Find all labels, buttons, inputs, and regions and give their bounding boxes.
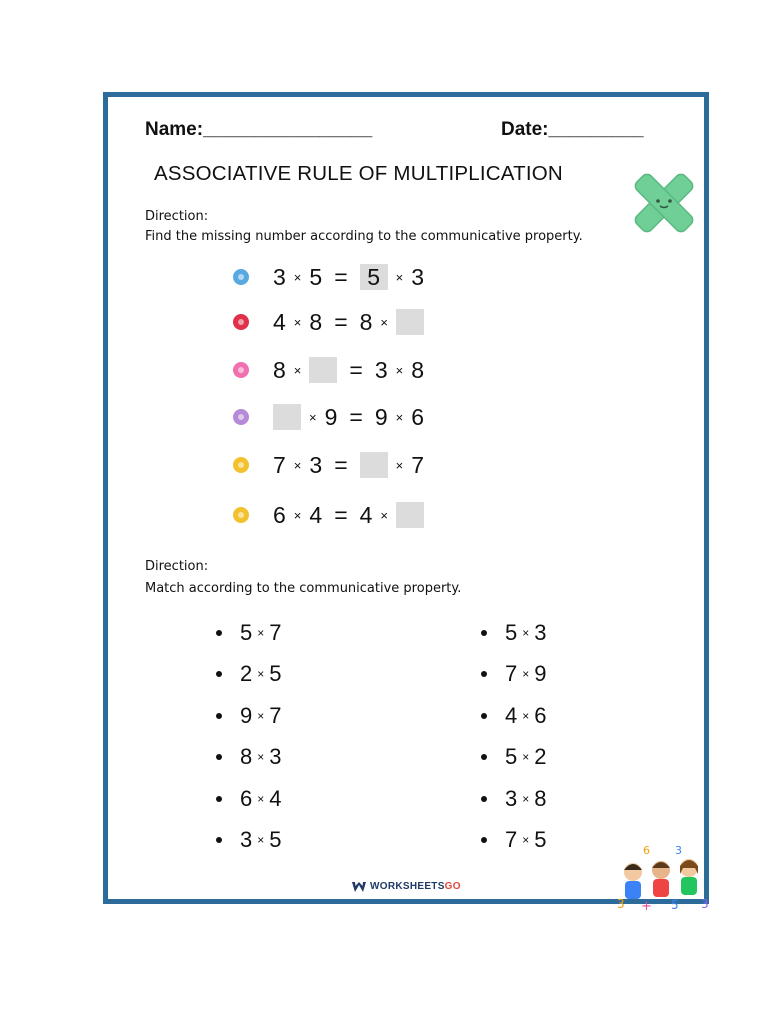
times-sign: ×: [257, 792, 265, 806]
equals-sign: =: [334, 308, 348, 335]
equation-term: 8: [273, 356, 286, 383]
equals-sign: =: [334, 263, 348, 290]
svg-text:+: +: [641, 899, 652, 912]
bullet-icon: [481, 713, 487, 719]
match-item-left[interactable]: [216, 827, 282, 853]
match-term: 6: [240, 786, 253, 811]
times-sign: ×: [395, 457, 404, 473]
times-sign: ×: [257, 750, 265, 764]
equation-term: 3: [309, 451, 323, 478]
svg-text:3: 3: [675, 844, 682, 857]
match-item-left[interactable]: [216, 703, 282, 729]
times-sign: ×: [395, 362, 404, 378]
equation-term: 5: [309, 263, 323, 290]
match-item-left[interactable]: [216, 661, 282, 687]
equals-sign: =: [334, 501, 348, 528]
times-sign: ×: [257, 833, 265, 847]
match-item-right[interactable]: [481, 786, 547, 812]
match-term: 3: [505, 786, 518, 811]
equation-term: 7: [411, 451, 425, 478]
svg-text:3: 3: [701, 897, 709, 911]
answer-box[interactable]: 5: [360, 264, 388, 290]
times-sign: ×: [293, 314, 302, 330]
multiply-x-icon: [628, 167, 700, 239]
match-term: 5: [240, 620, 253, 645]
equation-term: 6: [411, 403, 425, 430]
equation-term: 3: [411, 263, 425, 290]
bullet-icon: [216, 671, 222, 677]
equals-sign: =: [334, 451, 348, 478]
answer-box[interactable]: [396, 309, 424, 335]
bullet-icon: [481, 837, 487, 843]
bullet-icon: [481, 754, 487, 760]
worksheetsgo-logo: [352, 881, 461, 892]
equation-term: 3: [273, 263, 286, 290]
times-sign: ×: [293, 269, 302, 285]
times-sign: ×: [522, 750, 530, 764]
times-sign: ×: [380, 314, 389, 330]
match-term: 4: [269, 786, 282, 811]
direction-label-2: Direction:: [145, 559, 209, 574]
match-term: 5: [269, 661, 282, 686]
match-item-left[interactable]: [216, 620, 282, 646]
equation-row: [233, 500, 424, 530]
logo-text-main: WORKSHEETS: [370, 881, 445, 892]
number-badge-icon: [233, 507, 249, 523]
answer-box[interactable]: [396, 502, 424, 528]
bullet-icon: [216, 837, 222, 843]
bullet-icon: [216, 630, 222, 636]
match-item-left[interactable]: [216, 786, 282, 812]
equation-term: 8: [411, 356, 425, 383]
equation-row: [233, 307, 424, 337]
bullet-icon: [216, 713, 222, 719]
equation-term: 9: [374, 403, 388, 430]
logo-w-icon: [352, 882, 366, 892]
match-term: 5: [505, 744, 518, 769]
times-sign: ×: [522, 667, 530, 681]
worksheet: [103, 92, 709, 912]
instruction-1: Find the missing number according to the communicative property.: [145, 229, 583, 244]
number-badge-icon: [233, 314, 249, 330]
bullet-icon: [481, 630, 487, 636]
match-term: 2: [240, 661, 253, 686]
instruction-2: Match according to the communicative property.: [145, 581, 462, 596]
times-sign: ×: [293, 362, 302, 378]
match-term: 2: [534, 744, 547, 769]
match-term: 7: [269, 703, 282, 728]
match-term: 8: [240, 744, 253, 769]
times-sign: ×: [522, 833, 530, 847]
times-sign: ×: [293, 457, 302, 473]
equation-term: 4: [309, 501, 323, 528]
match-term: 9: [240, 703, 253, 728]
match-item-right[interactable]: [481, 703, 547, 729]
times-sign: ×: [522, 709, 530, 723]
equation-row: [233, 450, 424, 480]
svg-text:6: 6: [643, 844, 650, 857]
match-item-left[interactable]: [216, 744, 282, 770]
equation-term: 9: [324, 403, 338, 430]
bullet-icon: [481, 796, 487, 802]
number-badge-icon: [233, 362, 249, 378]
equals-sign: =: [349, 403, 363, 430]
equation-term: 4: [359, 501, 373, 528]
times-sign: ×: [257, 626, 265, 640]
times-sign: ×: [257, 667, 265, 681]
bullet-icon: [216, 754, 222, 760]
direction-label-1: Direction:: [145, 209, 209, 224]
times-sign: ×: [257, 709, 265, 723]
match-term: 8: [534, 786, 547, 811]
name-field-label: Name:________________: [145, 119, 373, 140]
equation-term: 8: [309, 308, 323, 335]
number-badge-icon: [233, 269, 249, 285]
bullet-icon: [481, 671, 487, 677]
page-title: ASSOCIATIVE RULE OF MULTIPLICATION: [154, 162, 563, 185]
times-sign: ×: [309, 409, 317, 425]
equation-row: [233, 262, 424, 292]
times-sign: ×: [293, 507, 302, 523]
logo-text-accent: GO: [444, 881, 461, 892]
kids-illustration-icon: [613, 842, 713, 912]
answer-box[interactable]: [273, 404, 301, 430]
times-sign: ×: [522, 626, 530, 640]
number-badge-icon: [233, 457, 249, 473]
equation-term: 4: [273, 308, 286, 335]
match-term: 5: [505, 620, 518, 645]
svg-text:3: 3: [617, 897, 625, 911]
match-term: 3: [240, 827, 253, 852]
answer-box[interactable]: [309, 357, 337, 383]
equation-term: 6: [273, 501, 286, 528]
match-item-right[interactable]: [481, 744, 547, 770]
equation-row: [233, 402, 424, 432]
number-badge-icon: [233, 409, 249, 425]
equals-sign: =: [349, 356, 363, 383]
svg-text:5: 5: [671, 898, 679, 912]
match-term: 3: [269, 744, 282, 769]
match-term: 5: [534, 827, 547, 852]
times-sign: ×: [395, 409, 404, 425]
times-sign: ×: [380, 507, 389, 523]
match-term: 7: [505, 661, 518, 686]
date-field-label: Date:_________: [501, 119, 644, 140]
equation-term: 8: [359, 308, 373, 335]
match-term: 9: [534, 661, 547, 686]
match-term: 5: [269, 827, 282, 852]
match-item-right[interactable]: [481, 827, 547, 853]
equation-term: 7: [273, 451, 286, 478]
equation-row: [233, 355, 424, 385]
match-term: 7: [269, 620, 282, 645]
times-sign: ×: [395, 269, 404, 285]
answer-box[interactable]: [360, 452, 388, 478]
match-term: 6: [534, 703, 547, 728]
match-term: 4: [505, 703, 518, 728]
match-item-right[interactable]: [481, 661, 547, 687]
bullet-icon: [216, 796, 222, 802]
match-term: 3: [534, 620, 547, 645]
equation-term: 3: [374, 356, 388, 383]
match-item-right[interactable]: [481, 620, 547, 646]
match-term: 7: [505, 827, 518, 852]
times-sign: ×: [522, 792, 530, 806]
